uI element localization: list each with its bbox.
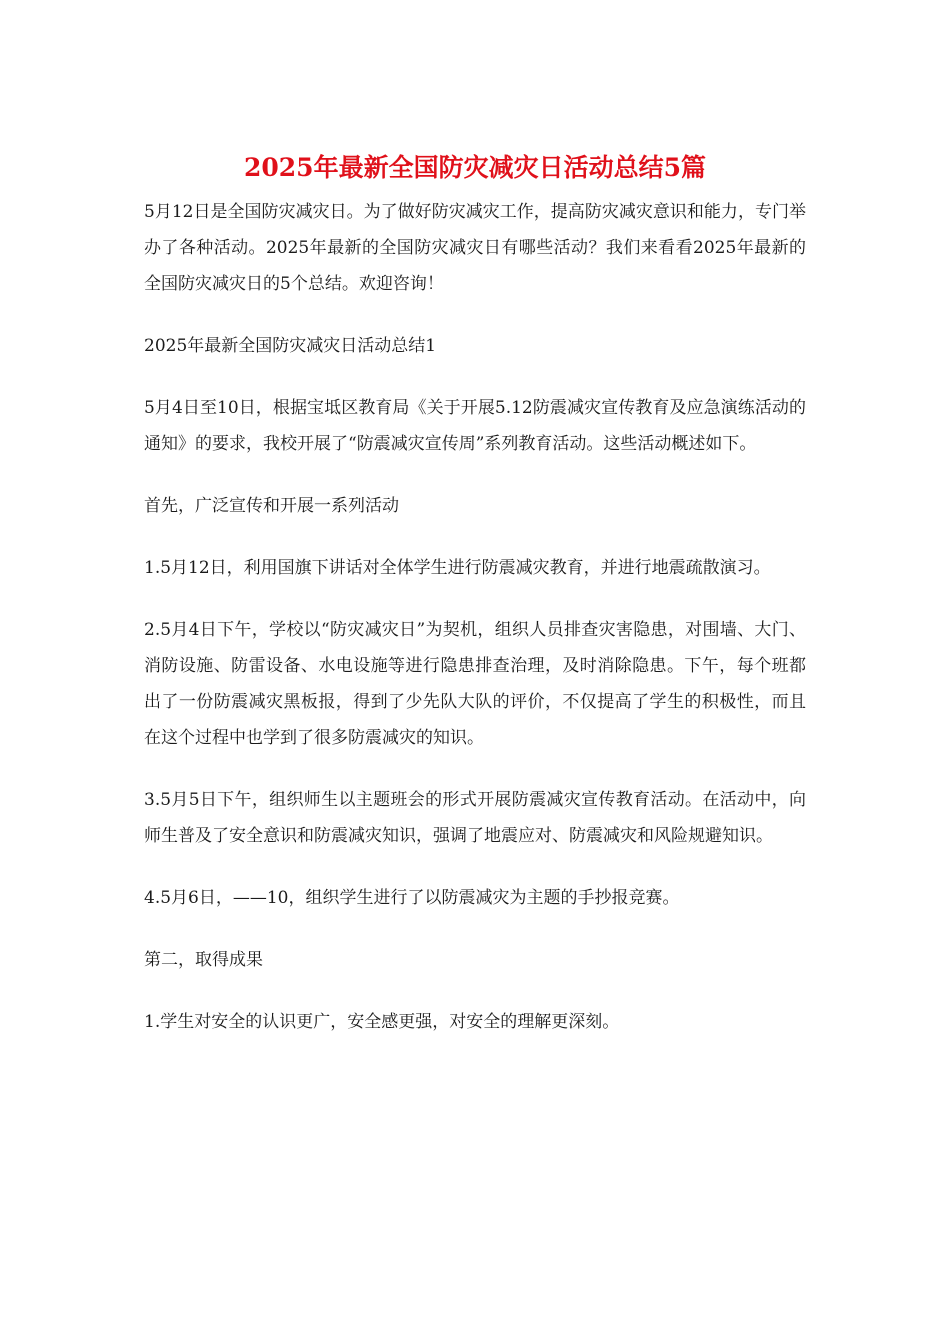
activity-item-3: 3.5月5日下午，组织师生以主题班会的形式开展防震减灾宣传教育活动。在活动中，向师生普及了安全意识和防震减灾知识，强调了地震应对、防震减灾和风险规避知识。: [144, 790, 806, 846]
activity-item-1: 1.5月12日，利用国旗下讲话对全体学生进行防震减灾教育，并进行地震疏散演习。: [144, 558, 771, 578]
subsection-heading-activities: 首先，广泛宣传和开展一系列活动: [144, 496, 399, 516]
overview-paragraph: 5月4日至10日，根据宝坻区教育局《关于开展5.12防震减灾宣传教育及应急演练活动的通知》的要求，我校开展了“防震减灾宣传周”系列教育活动。这些活动概述如下。: [144, 398, 806, 454]
subsection-heading-results: 第二，取得成果: [144, 950, 263, 970]
activity-item-4: 4.5月6日，——10，组织学生进行了以防震减灾为主题的手抄报竞赛。: [144, 888, 680, 908]
document-body: [144, 194, 806, 1066]
section-heading-summary-1: 2025年最新全国防灾减灾日活动总结1: [144, 336, 437, 356]
result-item-1: 1.学生对安全的认识更广，安全感更强，对安全的理解更深刻。: [144, 1012, 620, 1032]
activity-item-2: 2.5月4日下午，学校以“防灾减灾日”为契机，组织人员排查灾害隐患，对围墙、大门、消防设施、防雷设备、水电设施等进行隐患排查治理，及时消除隐患。下午，每个班都出了一份防震减灾黑板报，得到了少先队大队的评价，不仅提高了学生的积极性，而且在这个过程中也学到了很多防震减灾的知识。: [144, 620, 806, 748]
intro-paragraph: 5月12日是全国防灾减灾日。为了做好防灾减灾工作，提高防灾减灾意识和能力，专门举办了各种活动。2025年最新的全国防灾减灾日有哪些活动？我们来看看2025年最新的全国防灾减灾日的5个总结。欢迎咨询！: [144, 202, 806, 294]
document-title: 2025年最新全国防灾减灾日活动总结5篇: [244, 153, 706, 182]
